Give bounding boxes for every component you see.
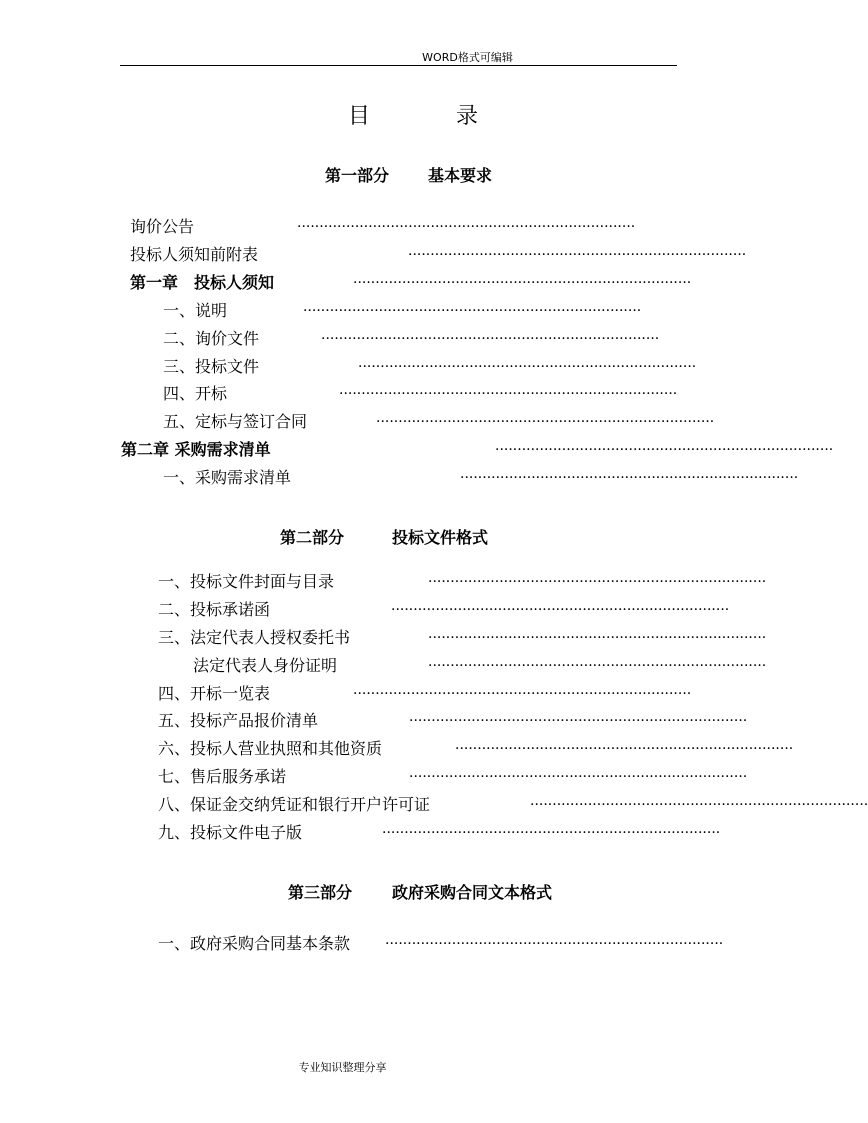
leader-dots: ············································································ [530,797,868,813]
toc-entry-label: 投标人须知前附表 [130,245,259,264]
toc-entry-label: 第二章 采购需求清单 [121,440,271,459]
leader-dots: ············································································ [353,686,692,702]
toc-entry-label: 法定代表人身份证明 [193,656,338,675]
toc-entry[interactable] [158,820,721,846]
leader-dots: ············································································ [303,303,642,319]
part-name: 投标文件格式 [392,528,489,547]
leader-dots: ············································································ [391,602,730,618]
toc-entry[interactable] [130,242,747,268]
toc-entry[interactable] [158,625,767,651]
header-rule [120,65,677,66]
toc-entry[interactable] [130,214,675,240]
toc-title-char-1: 目 [348,104,371,129]
leader-dots: ············································································ [428,630,767,646]
leader-dots: ············································································ [376,414,715,430]
leader-dots: ············································································ [428,658,767,674]
toc-entry-label: 三、法定代表人授权委托书 [158,628,351,647]
leader-dots: ············································································ [353,275,692,291]
toc-entry-label: 五、投标产品报价清单 [158,711,319,730]
toc-entry[interactable] [158,708,748,734]
leader-dots: ············································································ [409,713,748,729]
toc-entry-label: 一、说明 [163,301,228,320]
part-name: 政府采购合同文本格式 [392,883,553,902]
toc-entry-label: 九、投标文件电子版 [158,823,303,842]
leader-dots: ············································································ [428,574,767,590]
toc-entry[interactable] [163,298,675,324]
toc-entry[interactable] [158,569,767,595]
toc-entry[interactable] [158,681,692,707]
toc-entry[interactable] [121,437,834,463]
toc-entry[interactable] [158,597,730,623]
part-name: 基本要求 [428,166,493,185]
toc-entry[interactable] [130,270,692,296]
leader-dots: ············································································ [297,219,636,235]
toc-entry[interactable] [163,409,715,435]
toc-entry-label: 一、政府采购合同基本条款 [158,934,351,953]
leader-dots: ············································································ [495,442,834,458]
toc-entry-label: 七、售后服务承诺 [158,767,287,786]
toc-entry[interactable] [193,653,767,679]
toc-entry[interactable] [163,465,799,491]
page-header [0,49,795,65]
leader-dots: ············································································ [460,470,799,486]
toc-entry-label: 六、投标人营业执照和其他资质 [158,739,383,758]
toc-entry-label: 二、询价文件 [163,329,260,348]
leader-dots: ············································································ [382,825,721,841]
toc-entry-label: 三、投标文件 [163,357,260,376]
leader-dots: ············································································ [339,386,678,402]
toc-entry-label: 四、开标 [163,384,228,403]
toc-entry-label: 五、定标与签订合同 [163,412,308,431]
toc-entry-label: 四、开标一览表 [158,684,271,703]
toc-entry[interactable] [163,381,678,407]
part-number: 第三部分 [288,883,353,902]
toc-entry-label: 一、投标文件封面与目录 [158,572,335,591]
leader-dots: ············································································ [455,741,794,757]
toc-entry[interactable] [163,326,675,352]
leader-dots: ············································································ [385,936,724,952]
part-number: 第一部分 [325,166,390,185]
toc-entry-label: 询价公告 [130,217,195,236]
leader-dots: ············································································ [408,247,747,263]
leader-dots: ············································································ [409,769,748,785]
toc-entry[interactable] [158,764,748,790]
header-text: WORD格式可编辑 [422,51,513,64]
footer-text: 专业知识整理分享 [298,1061,387,1074]
toc-entry-label: 第一章 投标人须知 [130,273,275,292]
toc-entry[interactable] [158,931,724,957]
page-footer [0,1059,795,1075]
leader-dots: ············································································ [358,359,697,375]
toc-entry[interactable] [163,354,697,380]
toc-entry-label: 一、采购需求清单 [163,468,292,487]
toc-entry-label: 八、保证金交纳凭证和银行开户许可证 [158,795,431,814]
toc-entry[interactable] [158,792,868,818]
toc-title-char-2: 录 [456,104,479,129]
toc-entry-label: 二、投标承诺函 [158,600,271,619]
leader-dots: ············································································ [321,331,660,347]
toc-entry[interactable] [158,736,794,762]
part-number: 第二部分 [280,528,345,547]
